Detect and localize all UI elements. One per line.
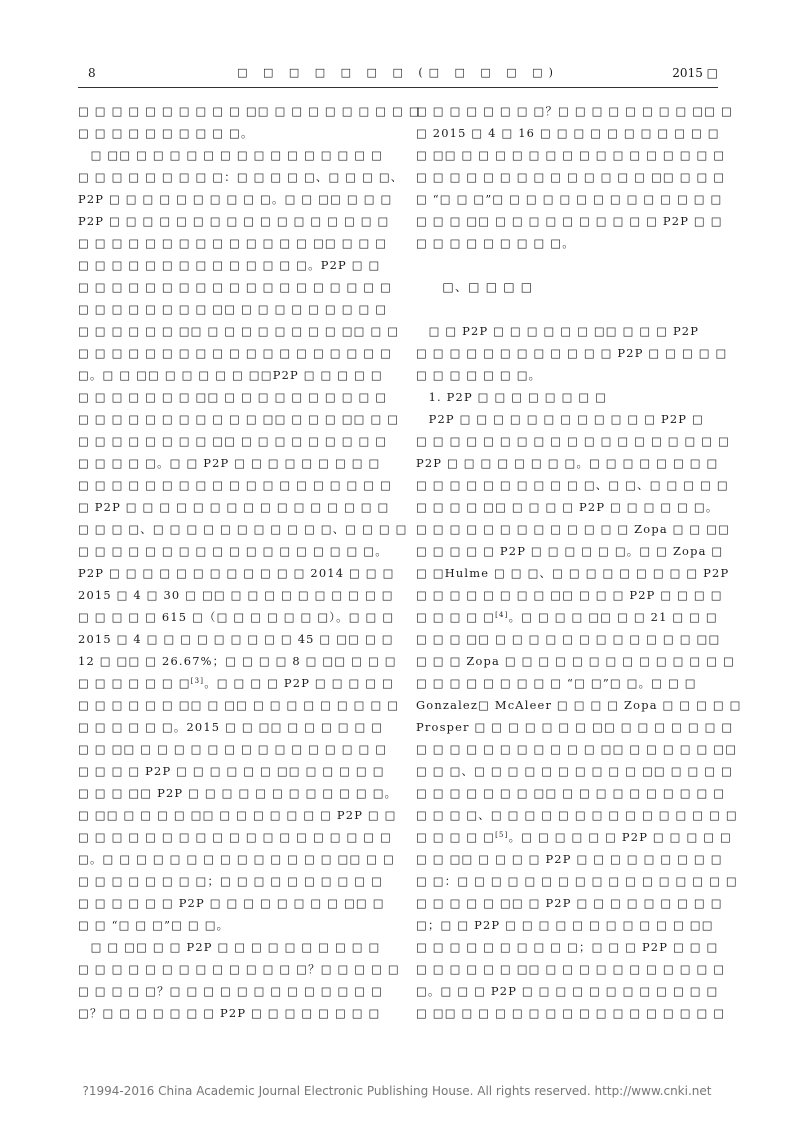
right-column	[416, 100, 742, 1024]
text-line	[78, 738, 388, 760]
line-text: □ □ □ □ □	[416, 610, 496, 624]
text-line	[416, 760, 734, 782]
text-line	[78, 694, 400, 716]
line-text: □ □ □ □ □ □ □ □ □□ □ □ □ P2P □ □ □ □	[416, 588, 723, 602]
line-text: □ □ □ □ □ □ □	[78, 676, 191, 690]
text-line	[78, 320, 400, 342]
text-line	[416, 980, 719, 1002]
text-line	[416, 452, 719, 474]
line-text: □ □ □ □ □ □。2015 □ □ □□ □ □ □ □ □ □	[78, 720, 384, 734]
text-line	[416, 1002, 726, 1024]
line-text: 12 □ □□ □ 26.67%；□ □ □ □ 8 □ □□ □ □ □	[78, 654, 397, 668]
text-line	[416, 232, 713, 254]
text-line	[416, 936, 719, 958]
text-line	[416, 408, 713, 430]
citation-marker: [5]	[495, 831, 509, 839]
line-text: □ □ □□ □ □ P2P □ □ □ □ □ □ □ □ □ □	[78, 940, 381, 954]
line-text: □ □ □ □ □ □ □ □ □ □ □ □ □ □ □ □ □ □。	[78, 544, 388, 558]
text-line	[78, 870, 384, 892]
line-text: □ □ □ □ □ □ □ □ □ □ □□ □ □ □ □ □ □ □ □ □	[78, 104, 421, 118]
text-line	[78, 760, 385, 782]
text-line	[416, 518, 731, 540]
text-line	[416, 298, 713, 320]
text-line	[416, 892, 723, 914]
line-text: □ □ □ □ □ □ □ □ □ □ □ □ □ □？□ □ □ □ □	[78, 962, 400, 976]
text-line	[78, 188, 393, 210]
text-line	[416, 100, 734, 122]
line-text: □ □ □ □ □ 615 □（□ □ □ □ □ □ □）。□ □ □	[78, 610, 395, 624]
line-text: □ □ □□ □ □ □ □ P2P □ □ □ □ □ □ □ □ □	[416, 852, 723, 866]
text-line	[78, 364, 383, 386]
text-line	[78, 628, 394, 650]
line-text: □ □ □ □ □ □ □ □ □ □ □ □□ □ □ □ □□ □ □	[78, 412, 400, 426]
text-line	[78, 672, 394, 694]
citation-marker: [4]	[495, 611, 509, 619]
line-text: □ □：□ □ □ □ □ □ □ □ □ □ □ □ □ □ □ □ □	[416, 874, 738, 888]
line-text: □ □ □ □ □ □ □ □ □ □ □ □ □ □ □ □ □ □ □	[78, 280, 393, 294]
text-line	[78, 936, 381, 958]
line-text: □ □ □ □ □ □ □ □ □□ □ □ □ □ □ □ □ □ □	[78, 302, 388, 316]
left-column	[78, 100, 421, 1024]
line-text: □ □ □ □ □？□ □ □ □ □ □ □ □ □ □ □ □ □	[78, 984, 384, 998]
text-line	[78, 408, 400, 430]
line-text: □？□ □ □ □ □ □ □ P2P □ □ □ □ □ □ □ □	[78, 1006, 381, 1020]
line-text: □ □ □ □ □ □ □ □ □ □ □ □ □ □ □ □ □ □ □	[78, 346, 393, 360]
line-text: □ □ □ □ □ □ □ □ □ □ □ □ P2P □ □ □ □ □	[416, 346, 728, 360]
line-text: □ □ □ □ □ □ □ □ □ □ □ □ □ □。P2P □ □	[78, 258, 381, 272]
text-line	[416, 320, 713, 342]
line-text: □ □ □ □□ P2P □ □ □ □ □ □ □ □ □ □ □ □。	[78, 786, 398, 800]
line-text: □；□ □ P2P □ □ □ □ □ □ □ □ □ □ □ □□	[416, 918, 714, 932]
text-line	[78, 584, 394, 606]
text-line	[78, 562, 395, 584]
line-text: □ □ □ □ □ □ □ □？□ □ □ □ □ □ □ □ □□ □	[416, 104, 734, 118]
text-line	[78, 474, 393, 496]
line-text: □ □ □ □□ □ □ □ □ □ □ □ □ □ □ □ □ □□	[416, 632, 721, 646]
text-line	[78, 496, 390, 518]
text-line	[78, 342, 393, 364]
text-line	[416, 496, 719, 518]
line-text: □ □ □ Zopa □ □ □ □ □ □ □ □ □ □ □ □ □ □	[416, 654, 735, 668]
text-line	[78, 606, 395, 628]
text-line	[78, 254, 381, 276]
line-text: □ □ P2P □ □ □ □ □ □ □□ □ □ □ P2P	[416, 324, 700, 338]
line-text: □。□ □ □□ □ □ □ □ □ □□P2P □ □ □ □ □	[78, 368, 383, 382]
text-line	[416, 606, 718, 628]
text-line	[416, 364, 713, 386]
line-text: P2P □ □ □ □ □ □ □ □。□ □ □ □ □ □ □ □	[416, 456, 719, 470]
line-text: □ □ □ □ □ □ □□ □ □ □ □ □ □ □ □ □□ □ □	[78, 324, 400, 338]
line-text: □ □ □ □ □ P2P □ □ □ □ □ □。□ □ Zopa □	[416, 544, 724, 558]
header-rule	[78, 87, 718, 88]
line-text: □ □ □ □ □ □ □ □□ □ □ □ □ □ □ □ □ □ □	[78, 390, 388, 404]
line-text: □ □ □ □ □ □ □ □ □ □ □ □ □ □ □ □ □ □ □	[78, 478, 393, 492]
line-text: □ □ □ □ □。□ □ P2P □ □ □ □ □ □ □ □ □	[78, 456, 381, 470]
line-text: □ “□ □ □”□ □ □ □ □ □ □ □ □ □ □ □ □ □	[416, 192, 723, 206]
text-line	[416, 826, 732, 848]
text-line	[78, 430, 388, 452]
line-text: □、□ □ □ □	[416, 280, 534, 294]
line-text: 2015 □ 4 □ □ □ □ □ □ □ □ □ 45 □ □□ □ □	[78, 632, 394, 646]
line-text: □ □ □ □ □ □ □ □ □□ □ □ □ □ □ □ □ □ □	[78, 434, 388, 448]
line-text: P2P □ □ □ □ □ □ □ □ □ □ □ □ 2014 □ □ □	[78, 566, 395, 580]
line-text: □ □ □ □ □ □ P2P □ □ □ □ □ □ □ □ □□ □	[78, 896, 385, 910]
line-text: □ □ “□ □ □”□ □ □。	[78, 918, 230, 932]
section-heading	[416, 276, 713, 298]
line-text: □ □ □ □ □ □ □ □□ □ □ □ □ □ □ □ □ □ □	[416, 786, 726, 800]
line-text: □ □□ □ □ □ □ □ □ □ □ □ □ □ □ □ □ □ □	[416, 1006, 726, 1020]
text-line	[78, 144, 384, 166]
text-line	[416, 342, 728, 364]
text-line	[416, 958, 726, 980]
text-line	[416, 210, 723, 232]
line-text: P2P □ □ □ □ □ □ □ □ □ □ □ □ P2P □	[416, 412, 704, 426]
line-text: P2P □ □ □ □ □ □ □ □ □ □。□ □ □□ □ □ □	[78, 192, 393, 206]
line-text: □ 2015 □ 4 □ 16 □ □ □ □ □ □ □ □ □ □ □	[416, 126, 720, 140]
line-text: □ □ □ □、□ □ □ □ □ □ □ □ □ □ □ □ □ □ □	[416, 808, 738, 822]
text-line	[416, 144, 726, 166]
text-line	[78, 892, 385, 914]
line-text: □ □ □ □ □ □ □□ □ □ □ □ □ □ □ □ □ □ □	[416, 962, 726, 976]
text-line	[78, 298, 388, 320]
line-text: □ □ □ □ □ □ □ □ □ □ □ □□ □ □ □ □ □ □□	[416, 742, 738, 756]
line-text: Gonzalez□ McAleer □ □ □ □ Zopa □ □ □ □ □	[416, 698, 742, 712]
text-line	[78, 210, 390, 232]
line-text: □ □ □ □ □ □ □□ □ □□ □ □ □ □ □ □ □ □ □	[78, 698, 400, 712]
text-line	[78, 980, 384, 1002]
text-line	[416, 628, 721, 650]
line-text: □ □ □ □ □	[416, 830, 496, 844]
text-line	[416, 188, 723, 210]
text-line	[416, 672, 713, 694]
journal-name: □ □ □ □ □ □ □ (□ □ □ □ □)	[237, 66, 559, 79]
line-text-after: 。□ □ □ □ □ □ P2P □ □ □ □ □	[508, 830, 732, 844]
text-line	[78, 650, 397, 672]
text-line	[416, 650, 735, 672]
text-line	[78, 826, 393, 848]
line-text: □ □ □ □ P2P □ □ □ □ □ □ □□ □ □ □ □ □	[78, 764, 385, 778]
text-line	[416, 430, 731, 452]
text-line	[416, 870, 738, 892]
text-line	[78, 100, 421, 122]
text-line	[416, 848, 723, 870]
copyright-footer: ?1994-2016 China Academic Journal Electronic Publishing House. All rights reserved. http://www.cnki.net	[82, 1084, 712, 1098]
line-text: □ □ □ □ □ □ □ □ □ □ □ □ □ Zopa □ □ □□	[416, 522, 731, 536]
text-line	[416, 782, 726, 804]
text-line	[416, 694, 742, 716]
text-line	[416, 540, 724, 562]
line-text: □ □ □ □ □ □ □ □ □ “□ □”□ □。□ □ □	[416, 676, 697, 690]
text-line	[416, 386, 713, 408]
line-text: P2P □ □ □ □ □ □ □ □ □ □ □ □ □ □ □ □ □	[78, 214, 390, 228]
text-line	[78, 518, 408, 540]
text-line	[78, 540, 388, 562]
line-text: □ □ □ □□ □ □ □ □ □ □ □ □ □ □ P2P □ □	[416, 214, 723, 228]
line-text: □ □ □ □、□ □ □ □ □ □ □ □ □ □ □、□ □ □ □	[78, 522, 408, 536]
running-header	[78, 66, 718, 86]
text-line	[78, 848, 396, 870]
citation-marker: [3]	[190, 677, 205, 685]
line-text: 2015 □ 4 □ 30 □ □□ □ □ □ □ □ □ □ □ □ □	[78, 588, 394, 602]
text-line	[78, 232, 388, 254]
line-text: □。□ □ □ P2P □ □ □ □ □ □ □ □ □ □ □ □	[416, 984, 719, 998]
line-text: □ □ □ □ □ □ □ □ □：□ □ □ □ □、□ □ □ □、	[78, 170, 404, 184]
text-line	[78, 716, 384, 738]
text-line	[416, 122, 720, 144]
line-text: □ □ □ □ □ □ □ □ □ □ □ □ □ □ □ □ □ □ □	[416, 434, 731, 448]
text-line	[416, 914, 713, 936]
line-text: □ □ □ □ □ □ □ □ □ □ □ □ □ □ □□ □ □ □	[416, 170, 726, 184]
text-line	[416, 474, 729, 496]
line-text: □ □ □ □ □ □ □ □ □ □ □、□ □、□ □ □ □ □	[416, 478, 729, 492]
text-line	[78, 276, 393, 298]
header-year: 2015 □	[672, 66, 718, 80]
text-line	[78, 804, 397, 826]
line-text: □ □ □ □ □ □ □ □ □ □ □ □ □ □ □□ □ □ □	[78, 236, 388, 250]
text-line	[416, 584, 723, 606]
line-text: □。□ □ □ □ □ □ □ □ □ □ □ □ □ □ □□ □ □	[78, 852, 396, 866]
line-text: □ □□ □ □ □ □ □ □ □ □ □ □ □ □ □ □ □ □	[416, 148, 726, 162]
line-text: 1. P2P □ □ □ □ □ □ □ □	[416, 390, 608, 404]
line-text: □ □ □□ □ □ □ □ □ □ □ □ □ □ □ □ □ □ □	[78, 742, 388, 756]
text-line	[416, 562, 730, 584]
text-line	[416, 738, 738, 760]
text-line	[416, 804, 738, 826]
line-text: □ □ □ □ □ □ □。	[416, 368, 542, 382]
line-text-after: 。□ □ □ □ □□ □ □ 21 □ □ □	[508, 610, 718, 624]
text-line	[78, 386, 388, 408]
text-line	[78, 1002, 381, 1024]
text-line	[416, 166, 726, 188]
line-text: □ □ □ □ □ □ □ □ □ □ □ □ □ □ □ □ □ □ □	[78, 830, 393, 844]
text-line	[416, 254, 713, 276]
text-line	[78, 122, 375, 144]
line-text: □ □ □ □ □ □ □ □ □ □。	[78, 126, 254, 140]
line-text-after: 。□ □ □ □ P2P □ □ □ □ □	[204, 676, 394, 690]
line-text: Prosper □ □ □ □ □ □ □ □□ □ □ □ □ □ □ □	[416, 720, 734, 734]
text-line	[78, 914, 375, 936]
line-text: □ □ □、□ □ □ □ □ □ □ □ □ □ □□ □ □ □ □	[416, 764, 734, 778]
text-line	[78, 166, 404, 188]
line-text: □ □□ □ □ □ □ □ □ □ □ □ □ □ □ □ □ □	[78, 148, 384, 162]
text-line	[78, 958, 400, 980]
line-text: □ □□ □ □ □ □ □□ □ □ □ □ □ □ □ P2P □ □	[78, 808, 397, 822]
text-line	[78, 782, 398, 804]
line-text: □ □Hulme □ □ □、□ □ □ □ □ □ □ □ □ P2P	[416, 566, 730, 580]
line-text: □ □ □ □ □ □ □ □ □。	[416, 236, 575, 250]
line-text: □ □ □ □ □ □□ □ P2P □ □ □ □ □ □ □ □ □	[416, 896, 723, 910]
page-number: 8	[88, 66, 96, 80]
line-text: □ □ □ □ □□ □ □ □ □ P2P □ □ □ □ □ □。	[416, 500, 719, 514]
text-line	[78, 452, 381, 474]
line-text: □ □ □ □ □ □ □ □；□ □ □ □ □ □ □ □ □ □	[78, 874, 384, 888]
line-text: □ P2P □ □ □ □ □ □ □ □ □ □ □ □ □ □ □ □	[78, 500, 390, 514]
line-text: □ □ □ □ □ □ □ □ □ □；□ □ □ P2P □ □ □	[416, 940, 719, 954]
text-line	[416, 716, 734, 738]
